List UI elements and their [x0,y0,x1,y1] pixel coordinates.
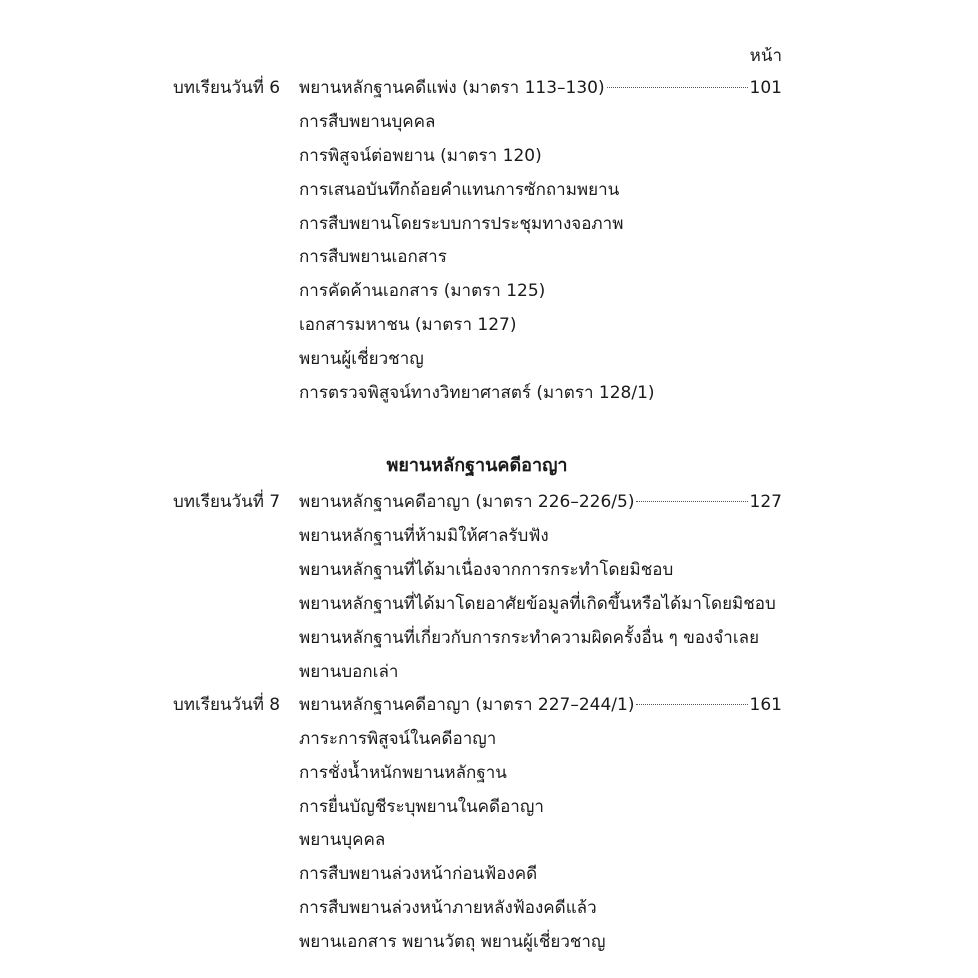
toc-subtopic: พยานหลักฐานที่ห้ามมิให้ศาลรับฟัง [299,526,549,546]
toc-subtopic: พยานหลักฐานที่ได้มาเนื่องจากการกระทำโดยมิชอบ [299,560,674,580]
toc-subtopic: การยื่นบัญชีระบุพยานในคดีอาญา [299,797,544,817]
dot-leader [607,87,748,88]
dot-leader [636,501,747,502]
toc-subtopic: การตรวจพิสูจน์ทางวิทยาศาสตร์ (มาตรา 128/1) [299,383,655,403]
page-number: 101 [749,78,782,98]
toc-subtopic: พยานหลักฐานที่เกี่ยวกับการกระทำความผิดครั้งอื่น ๆ ของจำเลย [299,628,760,648]
toc-subtopic: พยานเอกสาร พยานวัตถุ พยานผู้เชี่ยวชาญ [299,932,606,952]
toc-subtopic: พยานบอกเล่า [299,662,399,682]
lesson-title: พยานหลักฐานคดีอาญา (มาตรา 227–244/1) [299,695,635,715]
toc-subtopic: พยานผู้เชี่ยวชาญ [299,349,424,369]
toc-subtopic: การสืบพยานเอกสาร [299,247,447,267]
toc-entry-lesson-6[interactable] [0,76,978,100]
lesson-title: พยานหลักฐานคดีแพ่ง (มาตรา 113–130) [299,78,605,98]
lesson-title: พยานหลักฐานคดีอาญา (มาตรา 226–226/5) [299,492,635,512]
toc-subtopic: พยานบุคคล [299,830,386,850]
page-column-label: หน้า [749,46,782,66]
dot-leader [636,704,747,705]
toc-subtopic: การพิสูจน์ต่อพยาน (มาตรา 120) [299,146,542,166]
toc-subtopic: เอกสารมหาชน (มาตรา 127) [299,315,517,335]
toc-subtopic: การสืบพยานบุคคล [299,112,436,132]
toc-subtopic: การสืบพยานล่วงหน้าก่อนฟ้องคดี [299,864,538,884]
section-heading: พยานหลักฐานคดีอาญา [386,455,568,476]
toc-subtopic: การชั่งน้ำหนักพยานหลักฐาน [299,763,507,783]
toc-entry-lesson-8[interactable] [0,693,978,717]
toc-subtopic: การเสนอบันทึกถ้อยคำแทนการซักถามพยาน [299,180,620,200]
page-number: 161 [749,695,782,715]
toc-entry-lesson-7[interactable] [0,490,978,514]
toc-subtopic: การสืบพยานโดยระบบการประชุมทางจอภาพ [299,214,624,234]
page-number: 127 [749,492,782,512]
toc-subtopic: ภาระการพิสูจน์ในคดีอาญา [299,729,497,749]
toc-subtopic: การสืบพยานล่วงหน้าภายหลังฟ้องคดีแล้ว [299,898,597,918]
lesson-label: บทเรียนวันที่ 8 [173,695,281,715]
lesson-label: บทเรียนวันที่ 7 [173,492,281,512]
lesson-label: บทเรียนวันที่ 6 [173,78,281,98]
toc-subtopic: การคัดค้านเอกสาร (มาตรา 125) [299,281,546,301]
toc-subtopic: พยานหลักฐานที่ได้มาโดยอาศัยข้อมูลที่เกิดขึ้นหรือได้มาโดยมิชอบ [299,594,776,614]
